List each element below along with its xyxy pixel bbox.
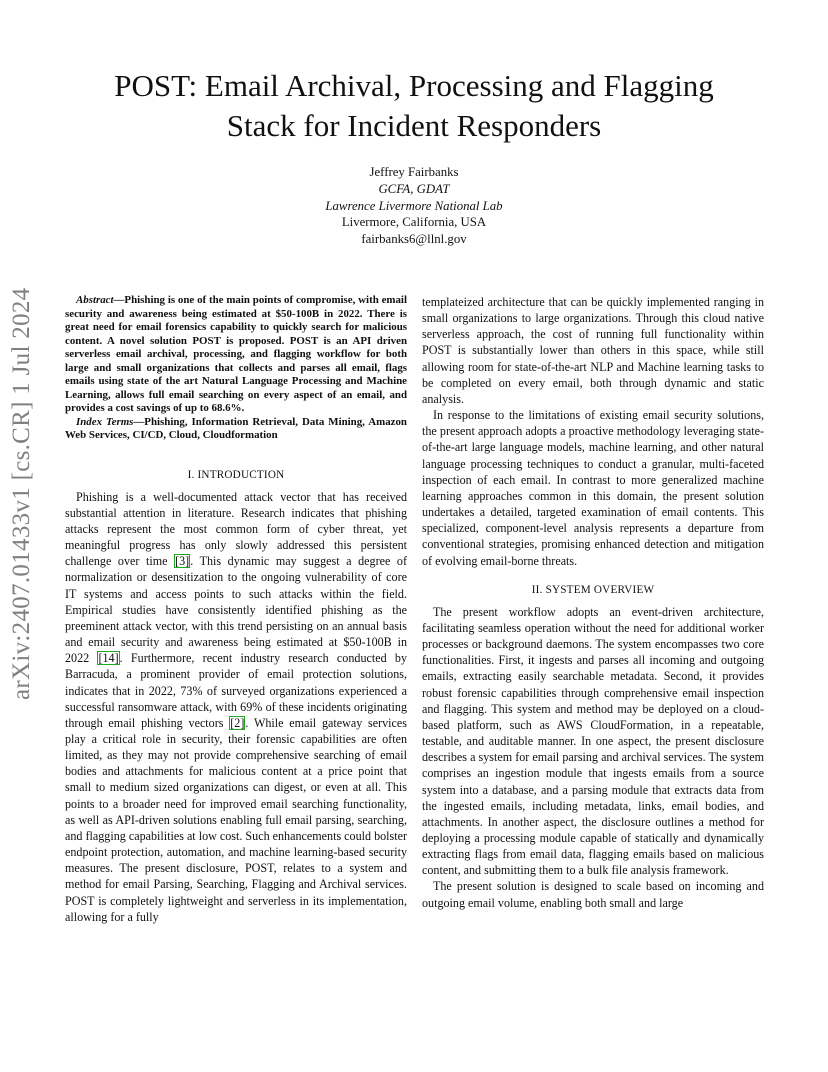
index-terms-label: Index Terms <box>76 415 134 428</box>
author-affiliation: Lawrence Livermore National Lab <box>325 198 503 213</box>
index-terms-text: —Phishing, Information Retrieval, Data Mining, Amazon Web Services, CI/CD, Cloud, Cloudformation <box>65 415 407 441</box>
author-email: fairbanks6@llnl.gov <box>361 232 467 247</box>
overview-paragraph-2: The present solution is designed to scale based on incoming and outgoing email volume, enabling both small and large <box>422 879 764 910</box>
section-heading-introduction: I. INTRODUCTION <box>187 468 285 481</box>
title-line-1: POST: Email Archival, Processing and Flagging <box>114 68 714 103</box>
intro-paragraph-1 <box>65 489 407 925</box>
index-terms <box>65 416 407 443</box>
section-heading-system-overview: II. SYSTEM OVERVIEW <box>531 583 655 596</box>
citation-link[interactable]: [14] <box>98 651 119 666</box>
citation-link[interactable]: [3] <box>175 554 190 569</box>
paper-title <box>0 66 828 146</box>
right-column <box>422 294 764 911</box>
author-name: Jeffrey Fairbanks <box>369 165 459 179</box>
abstract-text: —Phishing is one of the main points of compromise, with email security and awareness being estimated at $50-100B in 2022. There is great need for email forensics capability to quickly search for malicious content. A novel solution POST is proposed. POST is an API driven serverless email archival, processing, and flagging workflow for both large and small organizations that collects and parses all email, flags emails using state of the art Natural Language Processing and Machine Learning, allows full email searching on every aspect of an email, and provides a cost savings of up to 68.6%. <box>65 294 407 414</box>
intro-paragraph-1-continued: templateized architecture that can be quickly implemented ranging in small organizations to large organizations. Through this cloud native serverless approach, the cost of running full functionality within POST is substantially lower than others in this space, while still allowing room for state-of-the-art NLP and Machine learning tasks to be completed on every email, both through dynamic and static analysis. <box>422 295 764 406</box>
title-line-2: Stack for Incident Responders <box>226 108 602 143</box>
left-column <box>65 294 407 925</box>
overview-paragraph-1: The present workflow adopts an event-driven architecture, facilitating seamless operation without the need for additional worker processes or background daemons. The system encompasses two core functionalities. First, it ingests and parses all incoming and outgoing emails, extracting easily searchable metadata. Second, it provides robust forensic capabilities through comprehensive email inspection and flagging. This system and method may be deployed on a cloud-based platform, such as AWS CloudFormation, in a repeatable, testable, and auditable manner. In one aspect, the present disclosure describes a system for email parsing and archival services. The system comprises an ingestion module that ingests emails from a source system into a database, and a parsing module that extracts data from the ingested emails, including metadata, links, email bodies, and attachments. In another aspect, the disclosure outlines a method for deploying a processing module capable of statically and dynamically extracting flags from email data, flagging emails based on malicious content, and submitting them to a bulk file analysis framework. <box>422 604 764 878</box>
abstract-label: Abstract <box>76 294 114 306</box>
abstract <box>65 294 407 416</box>
intro-paragraph-2: In response to the limitations of existing email security solutions, the present approach adopts a proactive methodology leveraging state-of-the-art large language models, machine learning, and other natural language processing techniques to conduct a granular, multi-faceted inspection of each email. In contrast to more generalized machine learning approaches common in this domain, the present solution undertakes a detailed, targeted examination of email contents. This specialized, component-level analysis represents a departure from conventional strategies, promising enhanced detection and mitigation of evolving email-borne threats. <box>422 408 764 568</box>
arxiv-identifier: arXiv:2407.01433v1 [cs.CR] 1 Jul 2024 <box>8 287 35 700</box>
intro-text-d: . While email gateway services play a critical role in security, their forensic capabilities are often limited, as they may not provide comprehensive searching of email bodies and attachments for malicious content at a price point that small to medium sized organizations can digest, or even at all. This points to a broader need for improved email searching functionality, as well as API-driven solutions enabling full email parsing, searching, and flagging capabilities at low cost. Such enhancements could bolster endpoint protection, automation, and machine learning-based security measures. The present disclosure, POST, relates to a system and method for email Parsing, Searching, Flagging and Archival services. POST is completely lightweight and serverless in its implementation, allowing for a fully <box>65 715 407 924</box>
author-credentials: GCFA, GDAT <box>378 181 450 196</box>
intro-text-c: . Furthermore, recent industry research conducted by Barracuda, a prominent provider of email protection solutions, indicates that in 2022, 73% of surveyed organizations experienced a successful ransomware attack, with 69% of these incidents originating through email phishing vectors <box>65 651 407 730</box>
citation-link[interactable]: [2] <box>230 715 245 730</box>
intro-text-a: Phishing is a well-documented attack vector that has received substantial attention in literature. Research indicates that phishing attacks represent the most common form of cyber threat, yet meaningful progress has only slowly addressed this persistent challenge over time <box>65 489 407 569</box>
author-block <box>0 164 828 248</box>
intro-text-b: . This dynamic may suggest a degree of normalization or desensitization to the ongoing vulnerability of core IT systems and access points to such attacks within the field. Empirical studies have consistently identified phishing as the preeminent attack vector, with this trend persisting on an annual basis and email security and awareness being estimated at $50-100B in 2022 <box>65 554 407 666</box>
author-location: Livermore, California, USA <box>341 215 487 230</box>
